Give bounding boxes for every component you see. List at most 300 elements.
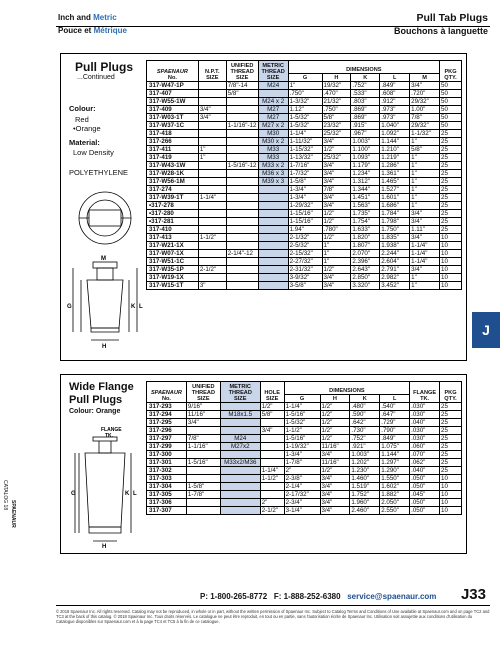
table-cell: 1" [322,250,351,258]
table-cell: 10 [440,282,462,290]
col-spaenaur: SPAENAUR No. [147,61,199,82]
table-cell: 10 [440,234,462,242]
table-cell: 7/8" [186,435,220,443]
table-cell: 1" [410,274,440,282]
table-cell [258,242,288,250]
material-name: POLYETHYLENE [69,168,129,177]
table-cell: 1-7/16" [288,162,322,170]
table-cell: 1.960" [350,499,380,507]
table-cell: 9/16" [186,403,220,411]
table-cell: .647" [380,411,410,419]
table-cell: 2.460" [350,507,380,515]
table-cell: 1.519" [350,483,380,491]
table-cell [198,90,226,98]
table-cell: 317-297 [147,435,187,443]
table-row [147,146,462,154]
table-cell: 1-1/4" [198,194,226,202]
table-cell [198,226,226,234]
table-cell: 1.00" [410,106,440,114]
table-cell: .050" [410,475,440,483]
table-cell: 1.11" [410,226,440,234]
table-cell [258,266,288,274]
table-cell [226,178,258,186]
table-cell [198,138,226,146]
table-cell [226,202,258,210]
table-cell: M18x1.5 [220,411,260,419]
table-cell: 1-7/8" [186,491,220,499]
table-cell: .752" [350,435,380,443]
flange-label: FLANGE [101,427,122,433]
table-cell: 1.735" [351,210,380,218]
table-cell: .750" [288,90,322,98]
table-cell: 10 [440,258,462,266]
dim-label-k: K [125,491,130,497]
table-cell: 1.601" [380,194,410,202]
table-cell: 1.144" [380,138,410,146]
table-cell [258,258,288,266]
table-cell: 25 [440,194,462,202]
col-metric: METRIC THREAD SIZE [220,382,260,403]
table-cell [258,218,288,226]
table-cell: 1-5/32" [288,122,322,130]
table-cell: 1/2" [260,403,284,411]
table-cell: 1.361" [380,170,410,178]
table-cell [186,467,220,475]
table-cell: 1-11/32" [288,138,322,146]
table-cell [226,98,258,106]
footer-fine-print: © 2018 Spaenaur Inc. All rights reserved. Catalog may not be reproduced, in whole or in part, without the written permission of Spaenaur Inc. Subject to Catalog Terms and Conditions of Use available at Spaenaur.com and on page TC2 and TC3 at the back of this catalog. © 2018 Spaenaur Inc. Tous droits réservés. Le catalogue ne peut être reproduit, en tout ou en partie, sans l'autorisation écrite de Spaenaur Inc. Utilisation soit assujettie aux conditions d'utilisation du Catalogue disponibles sur Spaenaur.com et à la page TC4 et TC5 à la fin de ce catalogue. [56,609,490,624]
table-cell: 317-W56-1M [147,178,199,186]
table-cell: M27 [258,114,288,122]
margin-catalog: CATALOG 18 [2,480,8,511]
table-cell: 1.465" [380,178,410,186]
table-cell: 25 [440,435,462,443]
table-cell: 1.686" [380,202,410,210]
table-cell: 5/8" [226,90,258,98]
tk-label: TK. [105,433,114,439]
table-cell: 25 [440,218,462,226]
table-cell: 317-293 [147,403,187,411]
table-cell: 1-29/32" [288,202,322,210]
table-cell: 1.003" [350,451,380,459]
footer-contact [200,592,436,601]
table-cell: 25 [440,451,462,459]
table-cell: 1" [198,154,226,162]
table-cell: 3/4" [322,138,351,146]
table-cell [198,202,226,210]
table-row [147,82,462,90]
col-metric: METRIC THREAD SIZE [258,61,288,82]
table-cell: 2-1/4"-12 [226,250,258,258]
table-cell [186,507,220,515]
table-cell [258,210,288,218]
table-cell: M33x2/M36 [220,459,260,467]
table-cell [226,242,258,250]
table-cell [226,218,258,226]
table-cell [198,170,226,178]
table-cell [198,250,226,258]
table-cell: 1.807" [351,242,380,250]
table-cell: 7/8" [322,186,351,194]
table-cell: 317-407 [147,90,199,98]
table-cell: 1.312" [351,178,380,186]
table-cell: M27 x 2 [258,122,288,130]
panel-title-line2: Pull Plugs [69,394,123,406]
table-cell [226,154,258,162]
table-cell: 1.234" [351,170,380,178]
table-cell: .533" [351,90,380,98]
table-cell: 3/4" [322,202,351,210]
wide-flange-panel [60,374,467,554]
table-row [147,419,462,427]
table-cell: 3/4" [322,178,351,186]
table-cell: 3/4" [320,451,350,459]
table-cell: 2.396" [351,258,380,266]
table-cell: 11/16" [320,459,350,467]
table-cell: 25 [440,226,462,234]
table-cell [226,282,258,290]
table-cell: .030" [410,403,440,411]
table-row [147,186,462,194]
table-cell [186,427,220,435]
table-cell [260,435,284,443]
table-cell: .070" [410,451,440,459]
table-cell [198,186,226,194]
table-cell [260,483,284,491]
table-cell: 1-1/4" [288,130,322,138]
table-cell: M24 [258,82,288,90]
table-cell: 1" [410,178,440,186]
table-cell: .752" [351,82,380,90]
table-cell: 317-301 [147,459,187,467]
table-cell [258,282,288,290]
col-npt: N.P.T. SIZE [198,61,226,82]
table-cell: 1-1/2" [284,427,320,435]
table-cell: 1.938" [380,242,410,250]
table-cell: 1/2" [320,419,350,427]
table-cell: 25 [440,427,462,435]
table-cell [198,122,226,130]
header-title-en: Pull Tab Plugs [416,12,488,24]
table-cell: 29/32" [410,122,440,130]
table-cell: 317-W43-1W [147,162,199,170]
table-cell: 1-15/32" [288,146,322,154]
table-cell [226,210,258,218]
table-cell [198,98,226,106]
table-cell [258,274,288,282]
table-cell: 317-304 [147,483,187,491]
dim-label-g: G [67,304,72,310]
footer-fax[interactable]: F: 1-888-252-6380 [273,592,341,601]
table-cell: .480" [350,403,380,411]
table-row [147,202,462,210]
table-cell: 1/2" [322,218,351,226]
table-cell: .720" [410,90,440,98]
table-cell: .050" [410,483,440,491]
table-cell: 50 [440,90,462,98]
table-cell: 1.750" [380,226,410,234]
col-dimensions: DIMENSIONS [288,61,439,74]
table-cell: 25 [440,154,462,162]
section-tab-j[interactable]: J [472,312,500,348]
table-cell: 2-15/32" [288,250,322,258]
table-cell [198,258,226,266]
table-cell: 1.179" [351,162,380,170]
table-cell: 317-303 [147,475,187,483]
table-cell: 2.643" [351,266,380,274]
table-cell: 2" [284,467,320,475]
table-cell: 25 [440,178,462,186]
table-cell: 1.550" [380,475,410,483]
pull-plug-diagram [65,180,145,358]
table-cell: 1-5/16"-12 [227,162,257,169]
dim-label-k: K [131,304,136,310]
table-cell: 3/4" [322,194,351,202]
table-row [147,499,462,507]
table-row [147,475,462,483]
table-row [147,194,462,202]
table-cell: 1-3/4" [288,186,322,194]
table-cell: M30 x 2 [258,138,288,146]
table-cell [220,467,260,475]
table-cell: 1.798" [380,218,410,226]
table-cell [198,82,226,90]
table-row [147,507,462,515]
table-cell: .040" [410,467,440,475]
table-cell [226,274,258,282]
table-row [147,234,462,242]
table-cell: .050" [410,499,440,507]
col-unified: UNIFIED THREAD SIZE [226,61,258,82]
table-cell: 2-3/4" [284,499,320,507]
table-cell: 317-411 [147,146,199,154]
wide-flange-table [146,381,462,515]
table-cell: 2.244" [380,250,410,258]
dim-label-h: H [102,544,107,549]
table-cell: .869" [351,106,380,114]
table-cell: .040" [410,419,440,427]
page-header [56,10,490,40]
table-cell: 1.820" [351,234,380,242]
col-h: H [322,74,351,82]
table-row [147,218,462,226]
table-cell: M39 x 3 [258,178,288,186]
table-cell [186,499,220,507]
table-cell [226,258,258,266]
table-cell: 1.290" [380,467,410,475]
table-cell: .050" [410,507,440,515]
table-cell: 11/16" [320,443,350,451]
table-cell [198,162,226,170]
table-cell [226,226,258,234]
table-cell: 1.12" [288,106,322,114]
table-cell: 1-7/8" [284,459,320,467]
table-cell [220,403,260,411]
table-row [147,491,462,499]
table-cell: 1-3/32" [288,98,322,106]
table-row [147,90,462,98]
table-cell [198,274,226,282]
table-cell: 5/8" [260,411,284,419]
table-cell: 3/4" [322,274,351,282]
table-cell [260,459,284,467]
table-cell: 25 [440,170,462,178]
col-h: H [320,395,350,403]
table-cell: .790" [380,427,410,435]
table-cell: 1-19/32" [284,443,320,451]
table-cell: .921" [350,443,380,451]
table-cell: .849" [380,435,410,443]
table-cell: M33 [258,146,288,154]
table-cell [220,483,260,491]
table-cell: 1-15/16" [288,218,322,226]
table-cell: 50 [440,122,462,130]
table-cell: 23/32" [322,122,351,130]
table-cell: 1" [410,154,440,162]
table-cell: 317-W21-1X [147,242,199,250]
table-cell: 25 [440,130,462,138]
table-cell: 317-300 [147,451,187,459]
table-row [147,170,462,178]
table-cell: 25 [440,146,462,154]
table-cell: 3/4" [198,114,226,122]
table-cell: 317-305 [147,491,187,499]
table-cell: 1" [288,82,322,90]
table-row [147,467,462,475]
table-cell [258,90,288,98]
table-cell: 1-3/4" [288,194,322,202]
table-cell: 1.230" [350,467,380,475]
footer-phone[interactable]: P: 1-800-265-8772 [200,592,268,601]
table-cell: 1/2" [322,266,351,274]
table-cell: 1-1/4" [410,250,440,258]
col-flange: FLANGE TK. [410,382,440,403]
table-row [147,274,462,282]
table-cell: 21/32" [322,98,351,106]
table-cell: M27x2 [220,443,260,451]
table-row [147,162,462,170]
table-cell: 1.784" [380,210,410,218]
table-cell: .540" [380,403,410,411]
table-cell: 5/8" [410,146,440,154]
table-cell: 25 [440,186,462,194]
table-row [147,459,462,467]
table-cell: 25 [440,138,462,146]
table-cell [198,178,226,186]
table-cell: 1.100" [351,146,380,154]
dim-label-l: L [139,304,143,310]
table-cell [186,475,220,483]
table-cell: 1-7/32" [288,170,322,178]
page-number: J33 [460,586,486,603]
table-cell: 317-410 [147,226,199,234]
panel-title: Pull Plugs [75,60,134,74]
table-cell: 1-1/16"-12 [227,122,257,129]
table-cell [258,186,288,194]
table-cell: 3-9/32" [288,274,322,282]
table-row [147,427,462,435]
table-cell: .973" [380,106,410,114]
table-cell: 3.320" [351,282,380,290]
table-cell: 317-299 [147,443,187,451]
table-row [147,98,462,106]
table-cell: 317-296 [147,427,187,435]
table-cell [226,234,258,242]
table-cell [260,419,284,427]
table-cell: 1/2" [322,146,351,154]
table-cell: 25 [440,202,462,210]
colour-orange: •Orange [73,124,101,133]
table-cell: 25 [440,443,462,451]
table-cell: 2.550" [380,507,410,515]
table-cell: 1-5/16" [284,411,320,419]
table-cell: 1.882" [380,491,410,499]
table-row [147,443,462,451]
table-cell [258,226,288,234]
table-cell: 1.093" [351,154,380,162]
table-cell [220,427,260,435]
table-cell: 10 [440,507,462,515]
table-cell [226,130,258,138]
table-cell: .590" [350,411,380,419]
table-cell: 317-306 [147,499,187,507]
table-cell: 3/4" [410,218,440,226]
dim-label-l: L [133,491,137,497]
material-label: Material: [69,138,100,147]
panel-title-line1: Wide Flange [69,381,134,393]
table-cell: .849" [380,82,410,90]
table-cell: 25 [440,411,462,419]
table-cell: .803" [351,98,380,106]
col-g: G [284,395,320,403]
table-cell: 317-419 [147,154,199,162]
table-cell [258,234,288,242]
table-cell [186,451,220,459]
table-cell: 3-1/4" [284,507,320,515]
table-cell: 1/2" [320,427,350,435]
table-cell [198,242,226,250]
table-cell: 317-W51-1C [147,258,199,266]
table-cell: 2-5/32" [288,242,322,250]
table-cell: .729" [380,419,410,427]
table-cell [198,210,226,218]
table-cell: 2-17/32" [284,491,320,499]
col-g: G [288,74,322,82]
table-cell: .642" [350,419,380,427]
table-cell: 3/4" [410,234,440,242]
table-cell: 3/4" [410,210,440,218]
table-cell: 1.835" [380,234,410,242]
table-cell: 1.286" [380,162,410,170]
table-cell: 1/2" [320,411,350,419]
table-cell [198,130,226,138]
header-title-fr: Bouchons à languette [393,26,488,36]
table-cell: 10 [440,242,462,250]
table-cell: 1-1/32" [410,130,440,138]
footer-email[interactable]: service@spaenaur.com [347,592,437,601]
table-cell: .060" [410,443,440,451]
table-cell: 29/32" [410,98,440,106]
table-cell: 317-W55-1W [147,98,199,106]
table-row [147,242,462,250]
table-cell: 317-W39-1T [147,194,199,202]
table-cell: 50 [440,98,462,106]
table-cell: 2.604" [380,258,410,266]
table-row [147,483,462,491]
header-rule [56,26,490,27]
table-cell [258,202,288,210]
table-cell: 317-413 [147,234,199,242]
